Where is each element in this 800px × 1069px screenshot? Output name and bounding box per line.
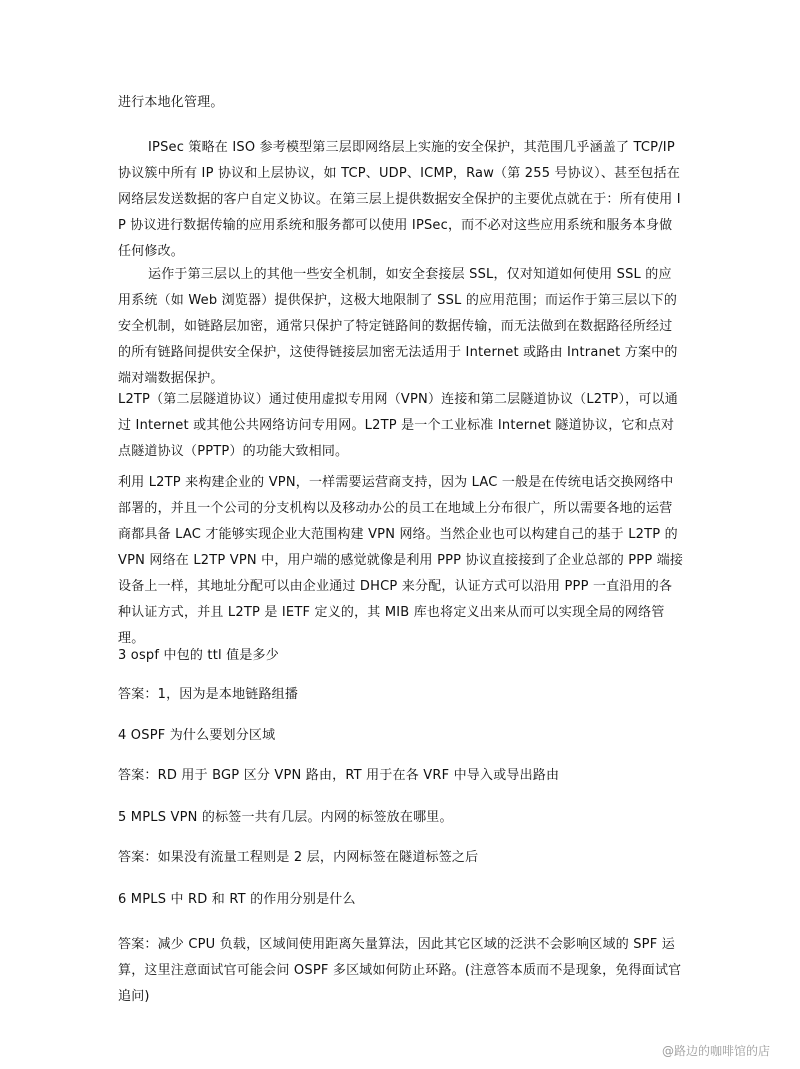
document-page [118,0,684,1069]
answer-6: 答案：减少 CPU 负载，区域间使用距离矢量算法，因此其它区域的泛洪不会影响区域的 SPF 运算，这里注意面试官可能会问 OSPF 多区域如何防止环路。(注意答本质而不是现象，免得面试官追问) [118,937,682,1004]
question-3: 3 ospf 中包的 ttl 值是多少 [118,648,279,663]
paragraph-ipsec: IPSec 策略在 ISO 参考模型第三层即网络层上实施的安全保护，其范围几乎涵盖了 TCP/IP 协议簇中所有 IP 协议和上层协议，如 TCP、UDP、ICMP，Raw（第 255 号协议）、甚至包括在网络层发送数据的客户自定义协议。在第三层上提供数据安全保护的主要优点就在于：所有使用 IP 协议进行数据传输的应用系统和服务都可以使用 IPSec，而不必对这些应用系统和服务本身做任何修改。 [118,140,681,259]
answer-3: 答案：1，因为是本地链路组播 [118,687,299,702]
paragraph-l2tp-vpn: 利用 L2TP 来构建企业的 VPN，一样需要运营商支持，因为 LAC 一般是在传统电话交换网络中部署的，并且一个公司的分支机构以及移动办公的员工在地域上分布很广，所以需要各地的运营商都具备 LAC 才能够实现企业大范围构建 VPN 网络。当然企业也可以构建自己的基于 L2TP 的 VPN 网络在 L2TP VPN 中，用户端的感觉就像是利用 PPP 协议直接接到了企业总部的 PPP 端接设备上一样，其地址分配可以由企业通过 DHCP 来分配，认证方式可以沿用 PPP 一直沿用的各种认证方式，并且 L2TP 是 IETF 定义的，其 MIB 库也将定义出来从而可以实现全局的网络管理。 [118,475,684,646]
question-6: 6 MPLS 中 RD 和 RT 的作用分别是什么 [118,892,356,907]
paragraph-l2tp-definition: L2TP（第二层隧道协议）通过使用虚拟专用网（VPN）连接和第二层隧道协议（L2TP），可以通过 Internet 或其他公共网络访问专用网。L2TP 是一个工业标准 Internet 隧道协议，它和点对点隧道协议（PPTP）的功能大致相同。 [118,392,678,459]
answer-5: 答案：如果没有流量工程则是 2 层，内网标签在隧道标签之后 [118,850,479,865]
paragraph-other-security: 运作于第三层以上的其他一些安全机制，如安全套接层 SSL，仅对知道如何使用 SSL 的应用系统（如 Web 浏览器）提供保护，这极大地限制了 SSL 的应用范围；而运作于第三层以下的安全机制，如链路层加密，通常只保护了特定链路间的数据传输，而无法做到在数据路径所经过的所有链路间提供安全保护，这使得链接层加密无法适用于 Internet 或路由 Intranet 方案中的端对端数据保护。 [118,267,678,386]
paragraph-continuation: 进行本地化管理。 [118,95,224,110]
watermark: @路边的咖啡馆的店 [661,1044,770,1058]
answer-4: 答案：RD 用于 BGP 区分 VPN 路由，RT 用于在各 VRF 中导入或导出路由 [118,768,560,783]
question-5: 5 MPLS VPN 的标签一共有几层。内网的标签放在哪里。 [118,810,453,825]
question-4: 4 OSPF 为什么要划分区域 [118,728,276,743]
